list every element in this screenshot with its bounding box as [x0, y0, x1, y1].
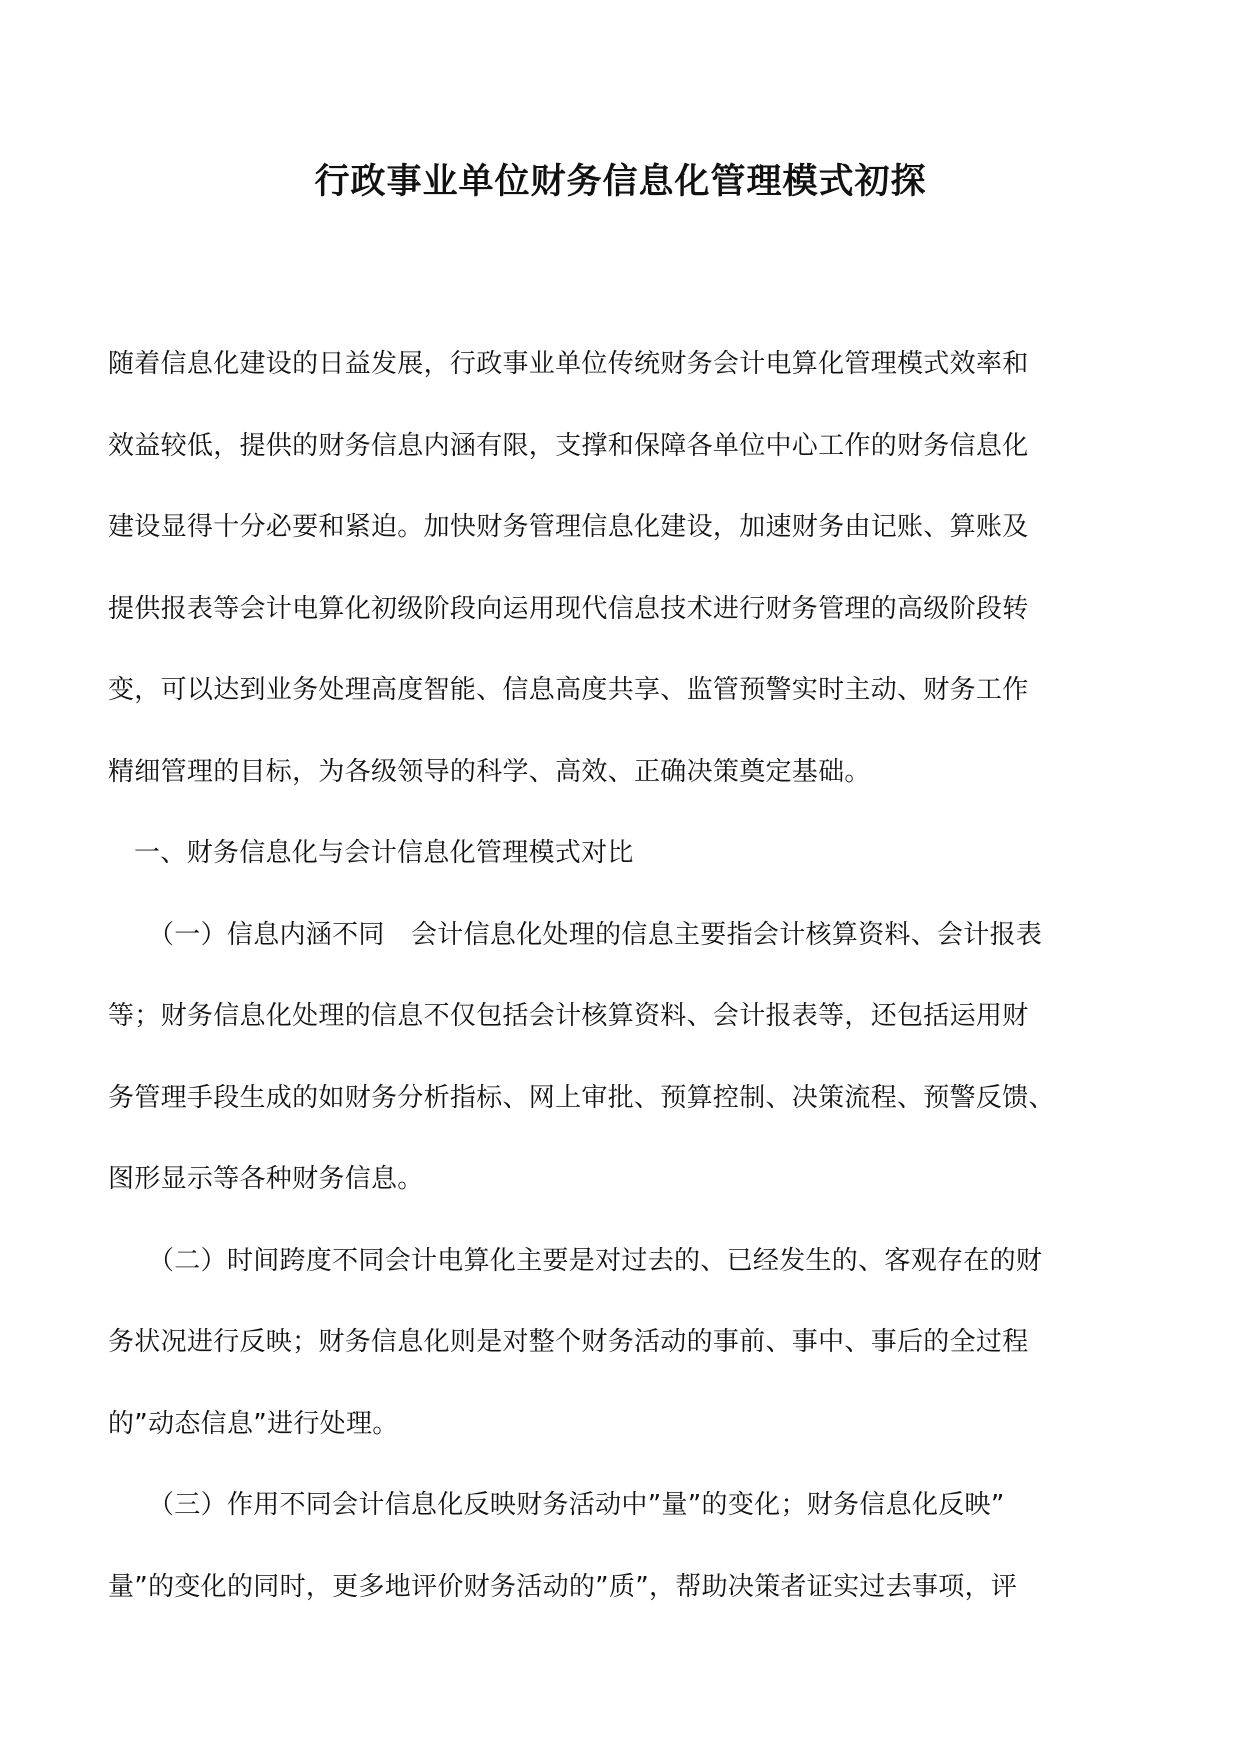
paragraph-line: 图形显示等各种财务信息。 [108, 1164, 424, 1194]
subsection-line: （一）信息内涵不同 会计信息化处理的信息主要指会计核算资料、会计报表 [148, 919, 1043, 950]
paragraph-line: 建设显得十分必要和紧迫。加快财务管理信息化建设，加速财务由记账、算账及 [108, 512, 1029, 542]
document-title: 行政事业单位财务信息化管理模式初探 [314, 161, 927, 202]
paragraph-line: 变，可以达到业务处理高度智能、信息高度共享、监管预警实时主动、财务工作 [108, 675, 1029, 705]
paragraph-line: 等；财务信息化处理的信息不仅包括会计核算资料、会计报表等，还包括运用财 [108, 1001, 1029, 1031]
paragraph-line: 精细管理的目标，为各级领导的科学、高效、正确决策奠定基础。 [108, 756, 871, 787]
subsection-line: （三）作用不同会计信息化反映财务活动中”量”的变化；财务信息化反映” [148, 1490, 1005, 1520]
subsection-line: （二）时间跨度不同会计电算化主要是对过去的、已经发生的、客观存在的财 [148, 1245, 1043, 1276]
paragraph-line: 随着信息化建设的日益发展，行政事业单位传统财务会计电算化管理模式效率和 [108, 349, 1029, 379]
paragraph-line: 提供报表等会计电算化初级阶段向运用现代信息技术进行财务管理的高级阶段转 [108, 593, 1029, 624]
paragraph-line: 务管理手段生成的如财务分析指标、网上审批、预算控制、决策流程、预警反馈、 [108, 1082, 1055, 1113]
paragraph-line: 效益较低，提供的财务信息内涵有限，支撑和保障各单位中心工作的财务信息化 [108, 430, 1029, 461]
paragraph-line: 务状况进行反映；财务信息化则是对整个财务活动的事前、事中、事后的全过程 [108, 1327, 1029, 1357]
paragraph-line: 的”动态信息”进行处理。 [108, 1408, 399, 1439]
document-body [108, 345, 1138, 1649]
section-heading: 一、财务信息化与会计信息化管理模式对比 [134, 838, 634, 868]
paragraph-line: 量”的变化的同时，更多地评价财务活动的”质”，帮助决策者证实过去事项，评 [108, 1571, 1018, 1602]
